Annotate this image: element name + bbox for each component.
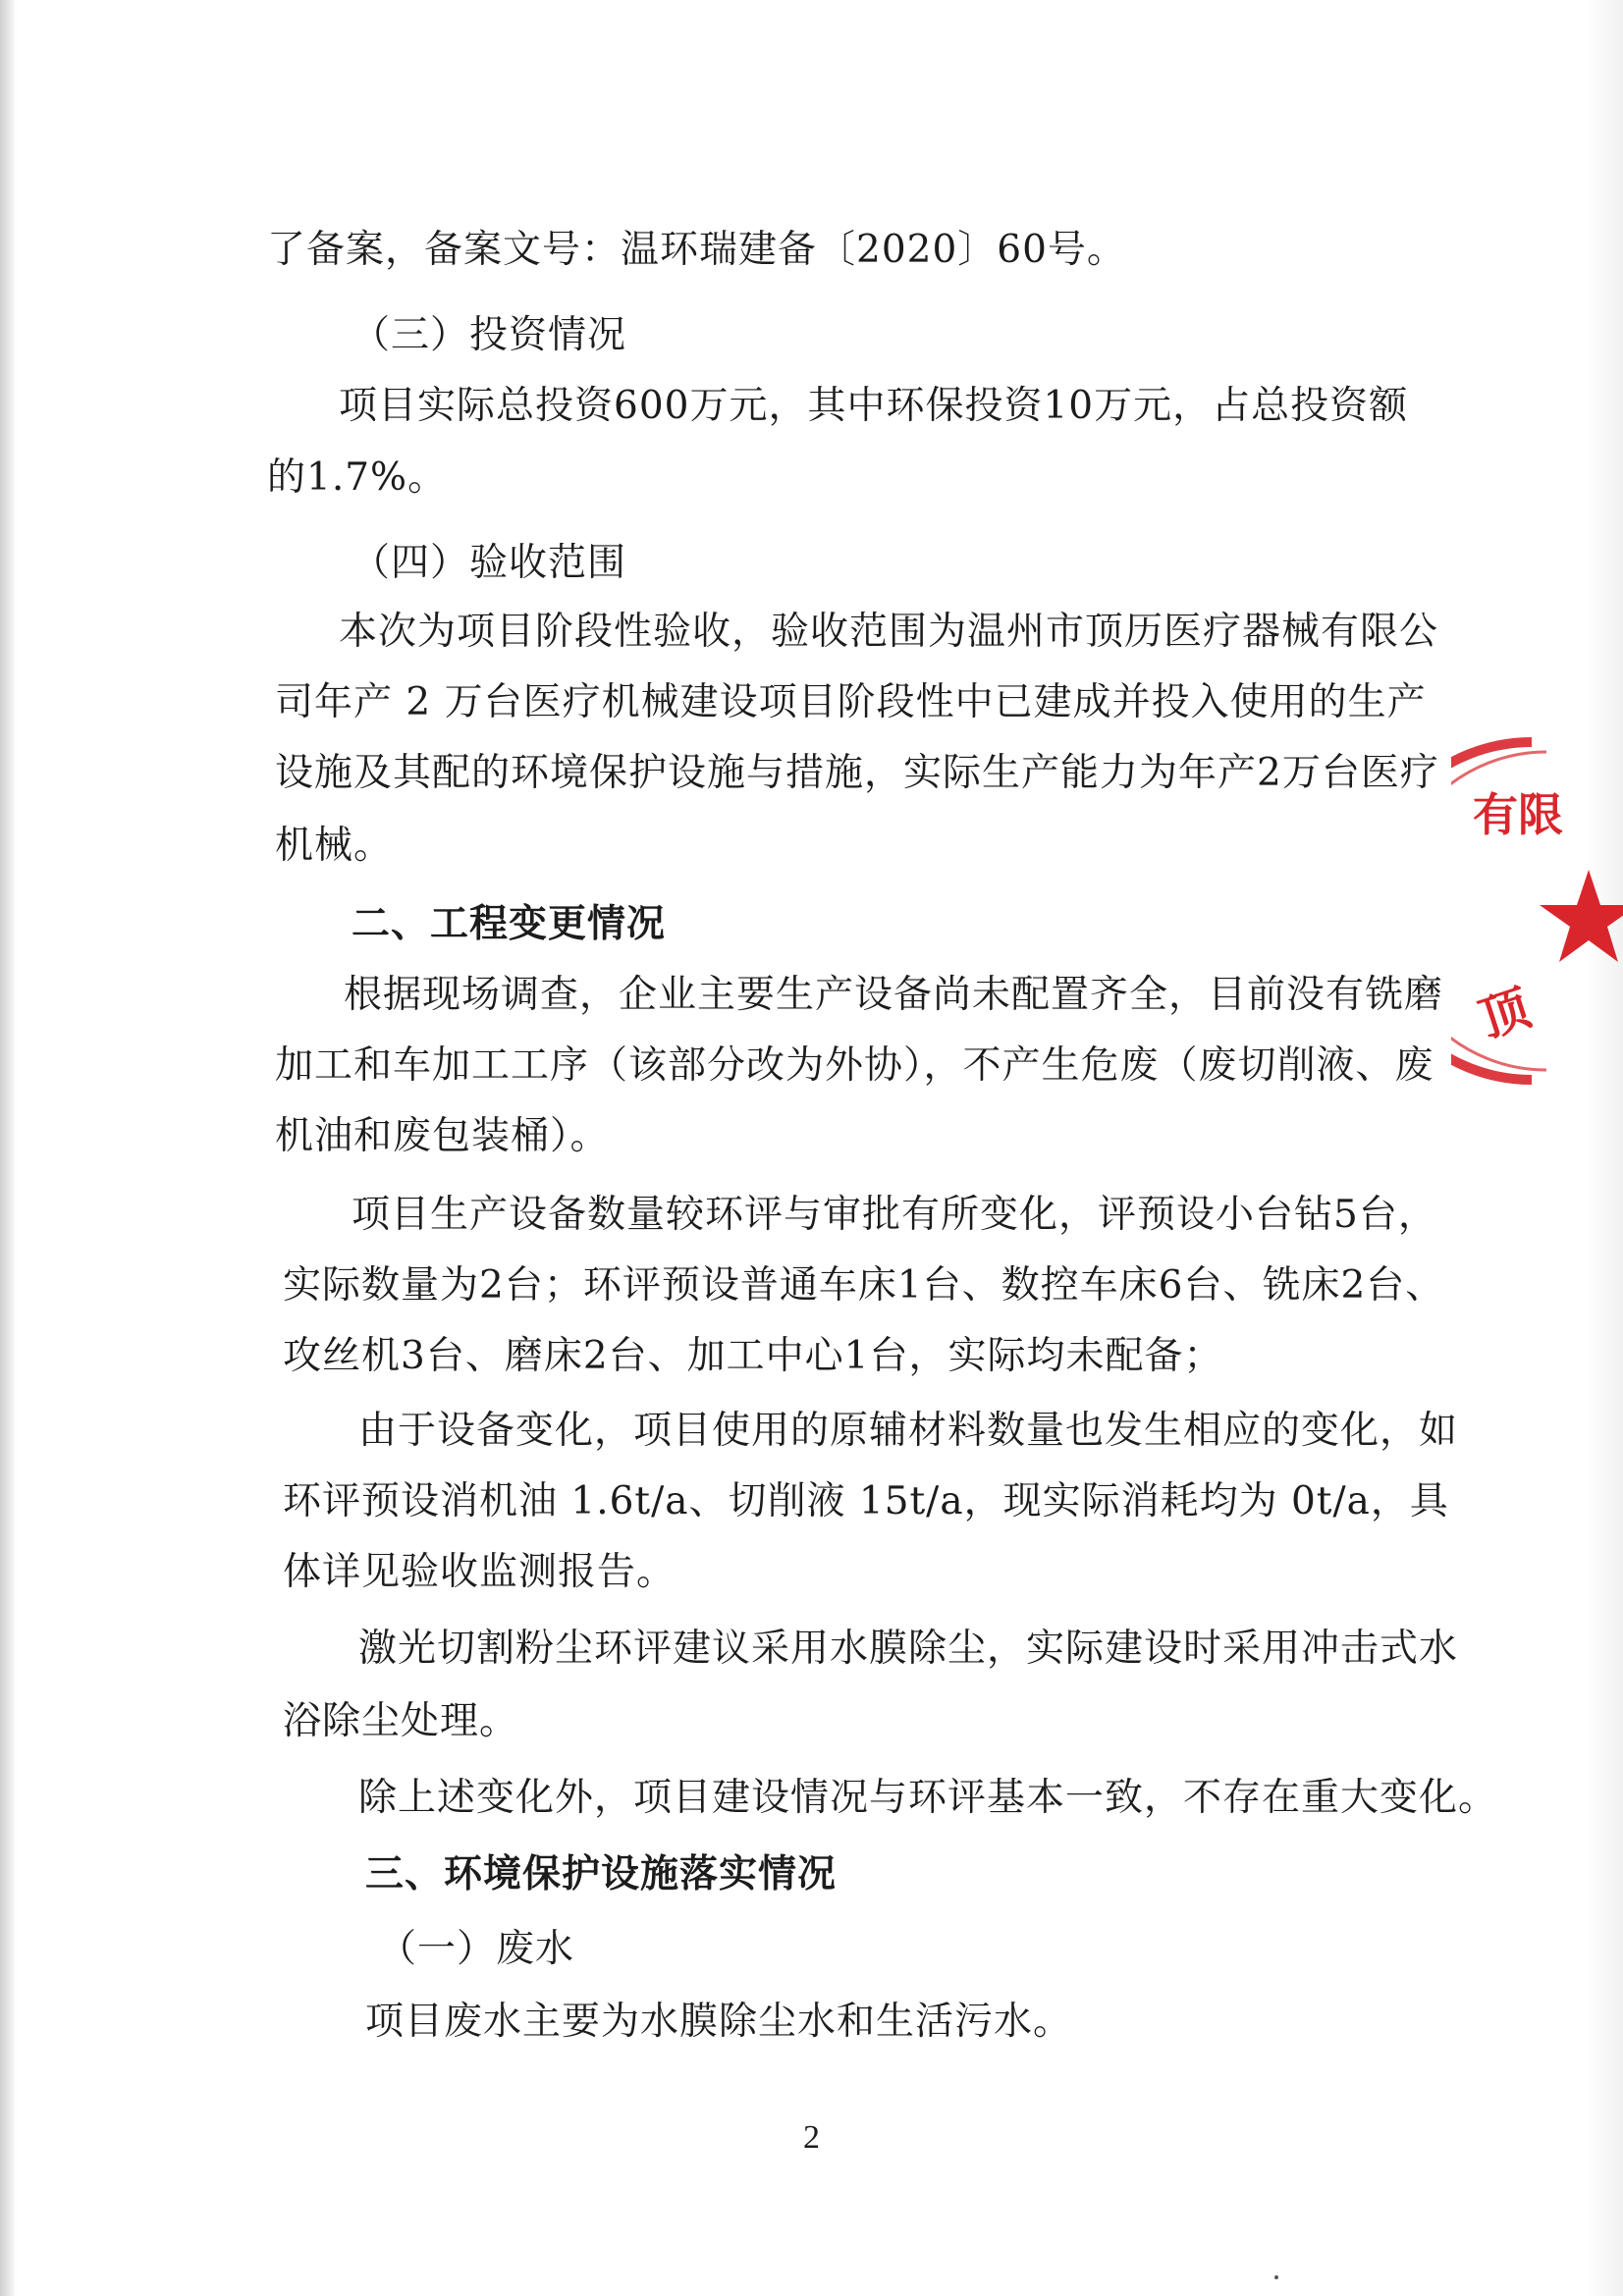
text-line-9: 机械。 — [275, 824, 394, 868]
section-heading-changes: 二、工程变更情况 — [352, 902, 667, 946]
scan-speck — [1274, 2275, 1278, 2279]
text-line-3: 项目实际总投资600万元，其中环保投资10万元，占总投资额 — [339, 384, 1409, 428]
section-heading-wastewater: （一）废水 — [378, 1927, 575, 1971]
text-line-14: 项目生产设备数量较环评与审批有所变化，评预设小台钻5台， — [352, 1193, 1437, 1237]
star-icon — [1540, 870, 1623, 962]
company-seal — [1451, 734, 1623, 1088]
text-line-22: 除上述变化外，项目建设情况与环评基本一致，不存在重大变化。 — [358, 1776, 1498, 1820]
text-line-13: 机油和废包装桶）。 — [275, 1114, 610, 1158]
text-line-11: 根据现场调查，企业主要生产设备尚未配置齐全，目前没有铣磨 — [344, 973, 1444, 1017]
page-number: 2 — [803, 2119, 820, 2156]
text-line-25: 项目废水主要为水膜除尘水和生活污水。 — [365, 2000, 1073, 2044]
section-heading-investment: （三）投资情况 — [352, 313, 627, 357]
text-line-19: 体详见验收监测报告。 — [283, 1550, 676, 1594]
text-line-16: 攻丝机3台、磨床2台、加工中心1台，实际均未配备； — [283, 1334, 1223, 1378]
text-line-8: 设施及其配的环境保护设施与措施，实际生产能力为年产2万台医疗 — [275, 751, 1439, 795]
section-heading-environment: 三、环境保护设施落实情况 — [365, 1852, 838, 1896]
seal-graphic — [1451, 734, 1623, 1088]
seal-text-bottom: 顶 — [1472, 979, 1538, 1048]
text-line-7: 司年产 2 万台医疗机械建设项目阶段性中已建成并投入使用的生产 — [275, 680, 1427, 724]
text-line-6: 本次为项目阶段性验收，验收范围为温州市顶历医疗器械有限公 — [339, 610, 1439, 654]
text-line-15: 实际数量为2台；环评预设普通车床1台、数控车床6台、铣床2台、 — [283, 1263, 1445, 1308]
text-line-18: 环评预设消机油 1.6t/a、切削液 15t/a，现实际消耗均为 0t/a，具 — [283, 1479, 1449, 1523]
section-heading-scope: （四）验收范围 — [352, 541, 627, 585]
seal-text-top: 有限 — [1473, 788, 1563, 841]
text-line-4: 的1.7%。 — [267, 455, 448, 500]
text-line-12: 加工和车加工工序（该部分改为外协），不产生危废（废切削液、废 — [275, 1043, 1434, 1088]
text-line-21: 浴除尘处理。 — [283, 1699, 519, 1743]
text-line-20: 激光切割粉尘环评建议采用水膜除尘，实际建设时采用冲击式水 — [358, 1627, 1459, 1671]
text-line-1: 了备案，备案文号：温环瑞建备〔2020〕60号。 — [267, 228, 1126, 272]
text-line-17: 由于设备变化，项目使用的原辅材料数量也发生相应的变化，如 — [358, 1409, 1459, 1453]
